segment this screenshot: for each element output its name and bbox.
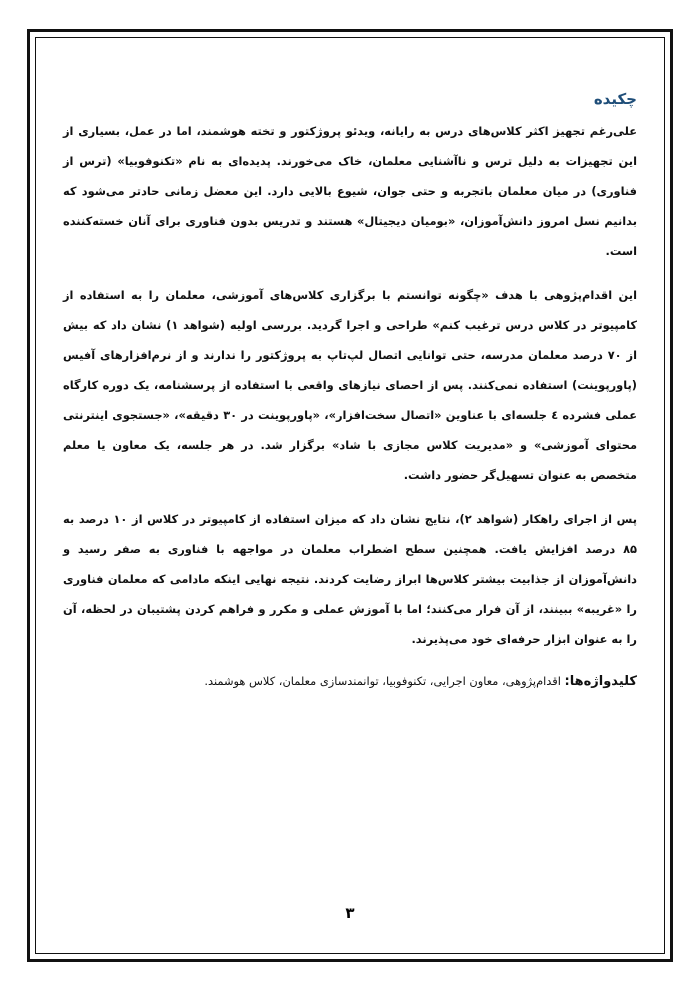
abstract-paragraph-2: این اقدام‌پژوهی با هدف «چگونه توانستم با برگزاری کلاس‌های آموزشی، معلمان را به استفاده از کامپیوتر در کلاس درس ترغیب کنم» طراحی و اجرا گردید. بررسی اولیه (شواهد ۱) نشان داد که بیش از ۷۰ درصد معلمان مدرسه، حتی توانایی اتصال لپ‌تاپ به پروژکتور را ندارند و از نرم‌افزارهای آفیس (پاورپوینت) استفاده نمی‌کنند. پس از احصای نیازهای واقعی با استفاده از پرسشنامه، یک دوره کارگاه عملی فشرده ٤ جلسه‌ای با عناوین «اتصال سخت‌افزار»، «پاورپوینت در ۳۰ دقیقه»، «جستجوی اینترنتی محتوای آموزشی» و «مدیریت کلاس مجازی با شاد» برگزار شد. در هر جلسه، یک معاون یا معلم متخصص به عنوان تسهیل‌گر حضور داشت. — [63, 288, 637, 482]
keywords-line — [63, 668, 637, 695]
abstract-heading: چکیده — [593, 90, 637, 108]
page-number: ۳ — [345, 904, 355, 922]
abstract-section — [63, 88, 637, 695]
abstract-paragraph-3: پس از اجرای راهکار (شواهد ۲)، نتایج نشان داد که میزان استفاده از کامپیوتر در کلاس از ۱۰ درصد به ۸۵ درصد افزایش یافت. همچنین سطح اضطراب معلمان در مواجهه با فناوری به صفر رسید و دانش‌آموزان از جذابیت بیشتر کلاس‌ها ابراز رضایت کردند. نتیجه نهایی اینکه مادامی که معلمان فناوری را «غریبه» ببینند، از آن فرار می‌کنند؛ اما با آموزش عملی و مکرر و فراهم کردن پشتیبان در لحظه، آن را به عنوان ابزار حرفه‌ای خود می‌پذیرند. — [63, 512, 638, 646]
keywords-label: کلیدواژه‌ها: — [564, 674, 637, 689]
keywords-text: اقدام‌پژوهی، معاون اجرایی، تکنوفوبیا، توانمندسازی معلمان، کلاس هوشمند. — [204, 674, 565, 688]
abstract-paragraph-1: علی‌رغم تجهیز اکثر کلاس‌های درس به رایانه، ویدئو پروژکتور و تخته هوشمند، اما در عمل، بسیاری از این تجهیزات به دلیل ترس و ناآشنایی معلمان، خاک می‌خورند. پدیده‌ای به نام «تکنوفوبیا» (ترس از فناوری) در میان معلمان باتجربه و حتی جوان، شیوع بالایی دارد. این معضل زمانی حادتر می‌شود که بدانیم نسل امروز دانش‌آموزان، «بومیان دیجیتال» هستند و تدریس بدون فناوری برای آنان خسته‌کننده است. — [63, 124, 637, 258]
